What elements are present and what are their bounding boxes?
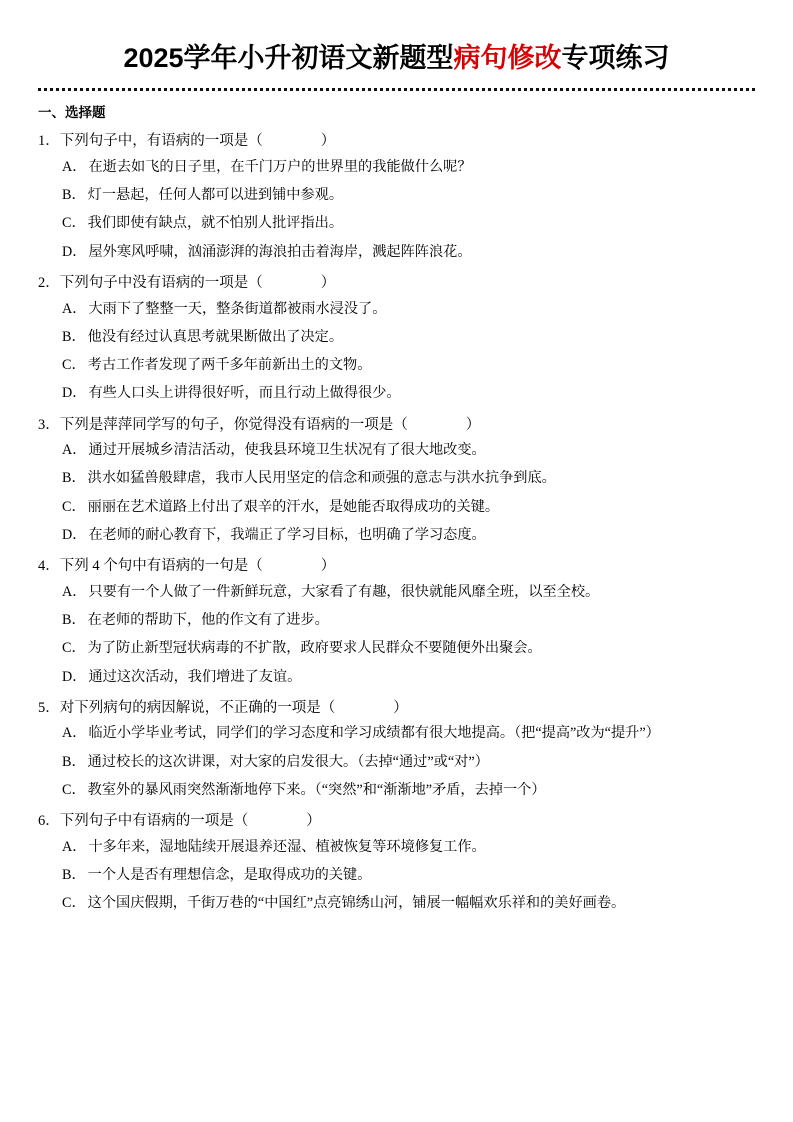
option-row[interactable]: [62, 355, 757, 376]
question-item: [36, 130, 757, 263]
option-row[interactable]: [62, 780, 757, 801]
question-number: 6．: [38, 813, 60, 830]
option-row[interactable]: [62, 157, 757, 178]
option-row[interactable]: [62, 723, 757, 744]
option-text: 通过这次活动，我们增进了友谊。: [88, 668, 302, 685]
option-label: B．: [62, 187, 86, 204]
option-text: 屋外寒风呼啸，汹涌澎湃的海浪拍击着海岸，溅起阵阵浪花。: [88, 243, 472, 260]
question-text: 下列 4 个句中有语病的一句是（: [59, 558, 263, 575]
option-text: 通过校长的这次讲课，对大家的启发很大。（去掉“通过”或“对”）: [87, 753, 489, 770]
option-text: 为了防止新型冠状病毒的不扩散，政府要求人民群众不要随便外出聚会。: [87, 640, 542, 657]
option-text: 教室外的暴风雨突然渐渐地停下来。（“突然”和“渐渐地”矛盾，去掉一个）: [87, 782, 546, 799]
page-title: [36, 0, 757, 74]
option-text: 在老师的耐心教育下，我端正了学习目标，也明确了学习态度。: [88, 527, 486, 544]
option-row[interactable]: [62, 610, 757, 631]
option-label: A．: [62, 838, 87, 855]
option-label: C．: [62, 895, 86, 912]
option-row[interactable]: [62, 893, 757, 914]
question-number: 2．: [38, 275, 60, 292]
option-label: B．: [62, 328, 86, 345]
option-text: 这个国庆假期，千街万巷的“中国红”点亮锦绣山河，铺展一幅幅欢乐祥和的美好画卷。: [87, 895, 626, 912]
option-text: 通过开展城乡清洁活动，使我县环境卫生状况有了很大地改变。: [88, 442, 486, 459]
question-text-end: ）: [465, 416, 481, 433]
option-label: B．: [62, 612, 86, 629]
option-label: A．: [62, 300, 87, 317]
option-row[interactable]: [62, 638, 757, 659]
question-stem: [38, 810, 757, 832]
option-text: 在老师的帮助下，他的作文有了进步。: [87, 612, 329, 629]
option-label: B．: [62, 867, 86, 884]
question-text-end: ）: [320, 558, 336, 575]
question-stem: [38, 697, 757, 719]
title-divider: [38, 88, 755, 91]
option-text: 一个人是否有理想信念，是取得成功的关键。: [87, 867, 372, 884]
question-item: [36, 272, 757, 405]
question-item: [36, 697, 757, 801]
option-text: 在逝去如飞的日子里，在千门万户的世界里的我能做什么呢？: [88, 158, 472, 175]
question-text: 下列是萍萍同学写的句子，你觉得没有语病的一项是（: [59, 416, 408, 433]
option-row[interactable]: [62, 837, 757, 858]
question-text: 下列句子中，有语病的一项是（: [59, 133, 263, 150]
option-text: 丽丽在艺术道路上付出了艰辛的汗水，是她能否取得成功的关键。: [87, 498, 500, 515]
question-number: 1．: [38, 133, 60, 150]
question-text-end: ）: [306, 813, 321, 830]
title-part-after: 专项练习: [561, 43, 670, 73]
option-row[interactable]: [62, 440, 757, 461]
option-text: 他没有经过认真思考就果断做出了决定。: [87, 328, 344, 345]
question-stem: [38, 130, 757, 152]
option-text: 大雨下了整整一天，整条街道都被雨水浸没了。: [88, 300, 387, 317]
option-label: D．: [62, 385, 87, 402]
option-label: A．: [62, 158, 87, 175]
option-row[interactable]: [62, 299, 757, 320]
option-label: D．: [62, 668, 87, 685]
option-row[interactable]: [62, 525, 757, 546]
option-label: C．: [62, 357, 86, 374]
title-part-highlight: 病句修改: [453, 43, 562, 73]
option-row[interactable]: [62, 497, 757, 518]
question-text-end: ）: [320, 275, 336, 292]
option-label: D．: [62, 243, 87, 260]
option-label: C．: [62, 640, 86, 657]
option-label: C．: [62, 498, 86, 515]
question-item: [36, 414, 757, 547]
question-item: [36, 555, 757, 688]
title-part-before: 2025学年小升初语文新题型: [123, 43, 454, 73]
section-heading: 一、选择题: [38, 105, 106, 121]
option-label: B．: [62, 753, 86, 770]
option-label: A．: [62, 442, 87, 459]
option-text: 十多年来，湿地陆续开展退养还湿、植被恢复等环境修复工作。: [88, 838, 486, 855]
option-label: C．: [62, 782, 86, 799]
option-row[interactable]: [62, 213, 757, 234]
question-number: 3．: [38, 416, 60, 433]
option-text: 有些人口头上讲得很好听，而且行动上做得很少。: [88, 385, 401, 402]
option-text: 我们即使有缺点，就不怕别人批评指出。: [87, 215, 344, 232]
option-text: 灯一悬起，任何人都可以进到铺中参观。: [87, 187, 344, 204]
option-text: 洪水如猛兽般肆虐，我市人民用坚定的信念和顽强的意志与洪水抗争到底。: [87, 470, 556, 487]
question-stem: [38, 414, 757, 436]
question-text: 对下列病句的病因解说，不正确的一项是（: [59, 700, 336, 717]
option-row[interactable]: [62, 185, 757, 206]
option-label: B．: [62, 470, 86, 487]
option-row[interactable]: [62, 582, 757, 603]
option-row[interactable]: [62, 752, 757, 773]
option-text: 临近小学毕业考试，同学们的学习态度和学习成绩都有很大地提高。（把“提高”改为“提升”）: [88, 725, 660, 742]
option-label: C．: [62, 215, 86, 232]
question-text-end: ）: [393, 700, 408, 717]
question-stem: [38, 555, 757, 577]
question-item: [36, 810, 757, 914]
option-text: 考古工作者发现了两千多年前新出土的文物。: [87, 357, 372, 374]
question-text-end: ）: [320, 133, 336, 150]
option-text: 只要有一个人做了一件新鲜玩意，大家看了有趣，很快就能风靡全班，以至全校。: [88, 583, 600, 600]
option-row[interactable]: [62, 327, 757, 348]
option-label: D．: [62, 527, 87, 544]
question-stem: [38, 272, 757, 294]
question-number: 5．: [38, 700, 60, 717]
option-label: A．: [62, 583, 87, 600]
option-row[interactable]: [62, 667, 757, 688]
option-row[interactable]: [62, 468, 757, 489]
question-text: 下列句子中有语病的一项是（: [59, 813, 249, 830]
option-label: A．: [62, 725, 87, 742]
option-row[interactable]: [62, 242, 757, 263]
question-text: 下列句子中没有语病的一项是（: [59, 275, 263, 292]
option-row[interactable]: [62, 865, 757, 886]
question-number: 4．: [38, 558, 60, 575]
option-row[interactable]: [62, 383, 757, 404]
